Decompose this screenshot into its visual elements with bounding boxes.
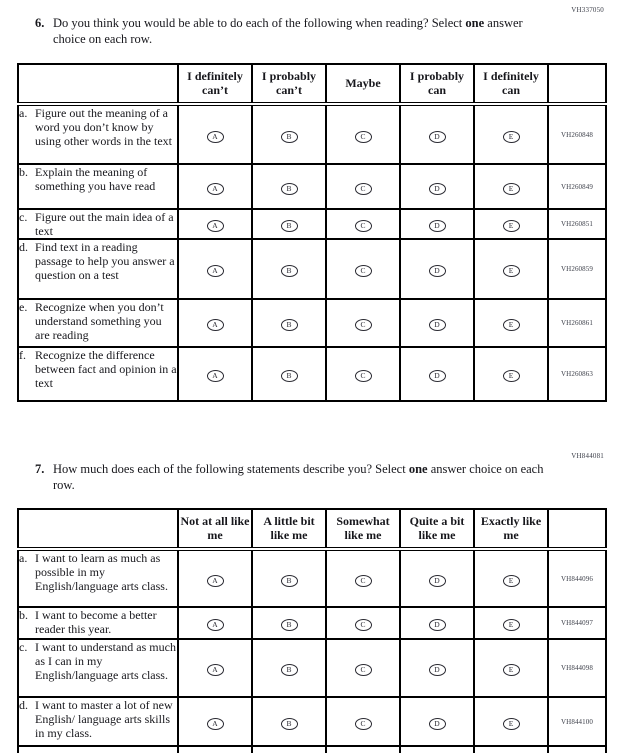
column-header: I probably can: [400, 64, 474, 104]
header-empty: [18, 509, 178, 549]
column-header: Somewhat like me: [326, 509, 400, 549]
row-letter: a.: [19, 551, 28, 565]
answer-bubble-d[interactable]: D: [429, 131, 446, 143]
answer-bubble-c[interactable]: C: [355, 664, 372, 676]
answer-bubble-a[interactable]: A: [207, 664, 224, 676]
answer-bubble-b[interactable]: B: [281, 183, 298, 195]
table-row: [18, 697, 606, 746]
answer-bubble-b[interactable]: B: [281, 220, 298, 232]
header-empty: [18, 64, 178, 104]
answer-bubble-a[interactable]: A: [207, 265, 224, 277]
answer-bubble-b[interactable]: B: [281, 575, 298, 587]
answer-bubble-b[interactable]: B: [281, 664, 298, 676]
table-row-clipped: [18, 746, 606, 753]
answer-bubble-a[interactable]: A: [207, 370, 224, 382]
answer-bubble-d[interactable]: D: [429, 370, 446, 382]
answer-bubble-a[interactable]: A: [207, 575, 224, 587]
column-header: I definitely can: [474, 64, 548, 104]
bold-one: one: [465, 16, 485, 30]
row-letter: c.: [19, 640, 28, 654]
row-code: VH844097: [548, 607, 606, 639]
row-text: Figure out the meaning of a word you don’t know by using other words in the text: [35, 106, 172, 149]
question-6-accession-code: VH337050: [571, 6, 604, 14]
row-letter: f.: [19, 348, 26, 363]
answer-bubble-c[interactable]: C: [355, 265, 372, 277]
row-code: VH260848: [548, 104, 606, 164]
question-7-number: 7.: [35, 462, 45, 476]
answer-bubble-c[interactable]: C: [355, 718, 372, 730]
bold-one: one: [408, 462, 428, 476]
answer-bubble-e[interactable]: E: [503, 664, 520, 676]
row-letter: c.: [19, 210, 28, 224]
row-code: VH844098: [548, 639, 606, 697]
answer-bubble-d[interactable]: D: [429, 319, 446, 331]
answer-bubble-d[interactable]: D: [429, 575, 446, 587]
table-row: [18, 104, 606, 164]
answer-bubble-d[interactable]: D: [429, 183, 446, 195]
row-text: I want to learn as much as possible in my English/language arts class.: [35, 551, 168, 594]
answer-bubble-b[interactable]: B: [281, 718, 298, 730]
table-row: [18, 299, 606, 347]
row-code: VH260851: [548, 209, 606, 239]
table-row: [18, 164, 606, 209]
answer-bubble-e[interactable]: E: [503, 619, 520, 631]
column-header: A little bit like me: [252, 509, 326, 549]
table-row: [18, 347, 606, 401]
question-7-text: How much does each of the following statements describe you? Select one answer choice on each row.: [53, 462, 544, 492]
answer-bubble-a[interactable]: A: [207, 131, 224, 143]
question-6-table: [17, 63, 607, 402]
column-header: Exactly like me: [474, 509, 548, 549]
row-text: I want to master a lot of new English/ language arts skills in my class.: [35, 698, 173, 741]
answer-bubble-b[interactable]: B: [281, 619, 298, 631]
column-header: Quite a bit like me: [400, 509, 474, 549]
answer-bubble-d[interactable]: D: [429, 220, 446, 232]
answer-bubble-a[interactable]: A: [207, 319, 224, 331]
row-code: VH260861: [548, 299, 606, 347]
answer-bubble-c[interactable]: C: [355, 183, 372, 195]
answer-bubble-c[interactable]: C: [355, 575, 372, 587]
table-row: [18, 209, 606, 239]
row-letter: a.: [19, 106, 28, 120]
column-header: I definitely can’t: [178, 64, 252, 104]
answer-bubble-b[interactable]: B: [281, 370, 298, 382]
answer-bubble-e[interactable]: E: [503, 131, 520, 143]
question-6: [35, 15, 555, 47]
column-header: I probably can’t: [252, 64, 326, 104]
row-letter: b.: [19, 165, 28, 179]
row-text: Recognize the difference between fact and opinion in a text: [35, 348, 177, 391]
row-letter: e.: [19, 300, 28, 315]
answer-bubble-a[interactable]: A: [207, 619, 224, 631]
question-7: [35, 461, 555, 493]
row-text: I want to become a better reader this year.: [35, 608, 157, 637]
answer-bubble-b[interactable]: B: [281, 319, 298, 331]
row-text: Recognize when you don’t understand something you are reading: [35, 300, 164, 343]
answer-bubble-d[interactable]: D: [429, 718, 446, 730]
answer-bubble-c[interactable]: C: [355, 220, 372, 232]
answer-bubble-c[interactable]: C: [355, 319, 372, 331]
header-code-empty: [548, 64, 606, 104]
question-7-table: [17, 508, 607, 753]
answer-bubble-a[interactable]: A: [207, 718, 224, 730]
answer-bubble-b[interactable]: B: [281, 265, 298, 277]
column-header: Not at all like me: [178, 509, 252, 549]
answer-bubble-d[interactable]: D: [429, 265, 446, 277]
answer-bubble-e[interactable]: E: [503, 718, 520, 730]
table-row: [18, 549, 606, 607]
row-code: VH844100: [548, 697, 606, 746]
row-code: VH260859: [548, 239, 606, 299]
answer-bubble-a[interactable]: A: [207, 183, 224, 195]
row-letter: d.: [19, 698, 28, 712]
row-letter: b.: [19, 608, 28, 622]
answer-bubble-e[interactable]: E: [503, 575, 520, 587]
column-header: Maybe: [326, 64, 400, 104]
answer-bubble-e[interactable]: E: [503, 220, 520, 232]
table-row: [18, 607, 606, 639]
header-row: [18, 64, 606, 104]
row-code: VH844096: [548, 549, 606, 607]
answer-bubble-b[interactable]: B: [281, 131, 298, 143]
row-text: Find text in a reading passage to help you answer a question on a test: [35, 240, 175, 283]
answer-bubble-d[interactable]: D: [429, 619, 446, 631]
answer-bubble-e[interactable]: E: [503, 265, 520, 277]
answer-bubble-e[interactable]: E: [503, 319, 520, 331]
answer-bubble-a[interactable]: A: [207, 220, 224, 232]
row-code: VH260849: [548, 164, 606, 209]
answer-bubble-d[interactable]: D: [429, 664, 446, 676]
question-6-text: Do you think you would be able to do each of the following when reading? Select one answer choice on each row.: [53, 16, 523, 46]
row-text: I want to understand as much as I can in my English/language arts class.: [35, 640, 176, 683]
row-text: Figure out the main idea of a text: [35, 210, 174, 239]
row-text: Explain the meaning of something you have read: [35, 165, 156, 194]
answer-bubble-c[interactable]: C: [355, 370, 372, 382]
table-row: [18, 239, 606, 299]
table-row: [18, 639, 606, 697]
row-code: VH260863: [548, 347, 606, 401]
question-6-number: 6.: [35, 16, 45, 30]
answer-bubble-e[interactable]: E: [503, 370, 520, 382]
header-code-empty: [548, 509, 606, 549]
row-letter: d.: [19, 240, 28, 255]
question-7-accession-code: VH844081: [571, 452, 604, 460]
answer-bubble-c[interactable]: C: [355, 619, 372, 631]
header-row: [18, 509, 606, 549]
answer-bubble-c[interactable]: C: [355, 131, 372, 143]
answer-bubble-e[interactable]: E: [503, 183, 520, 195]
